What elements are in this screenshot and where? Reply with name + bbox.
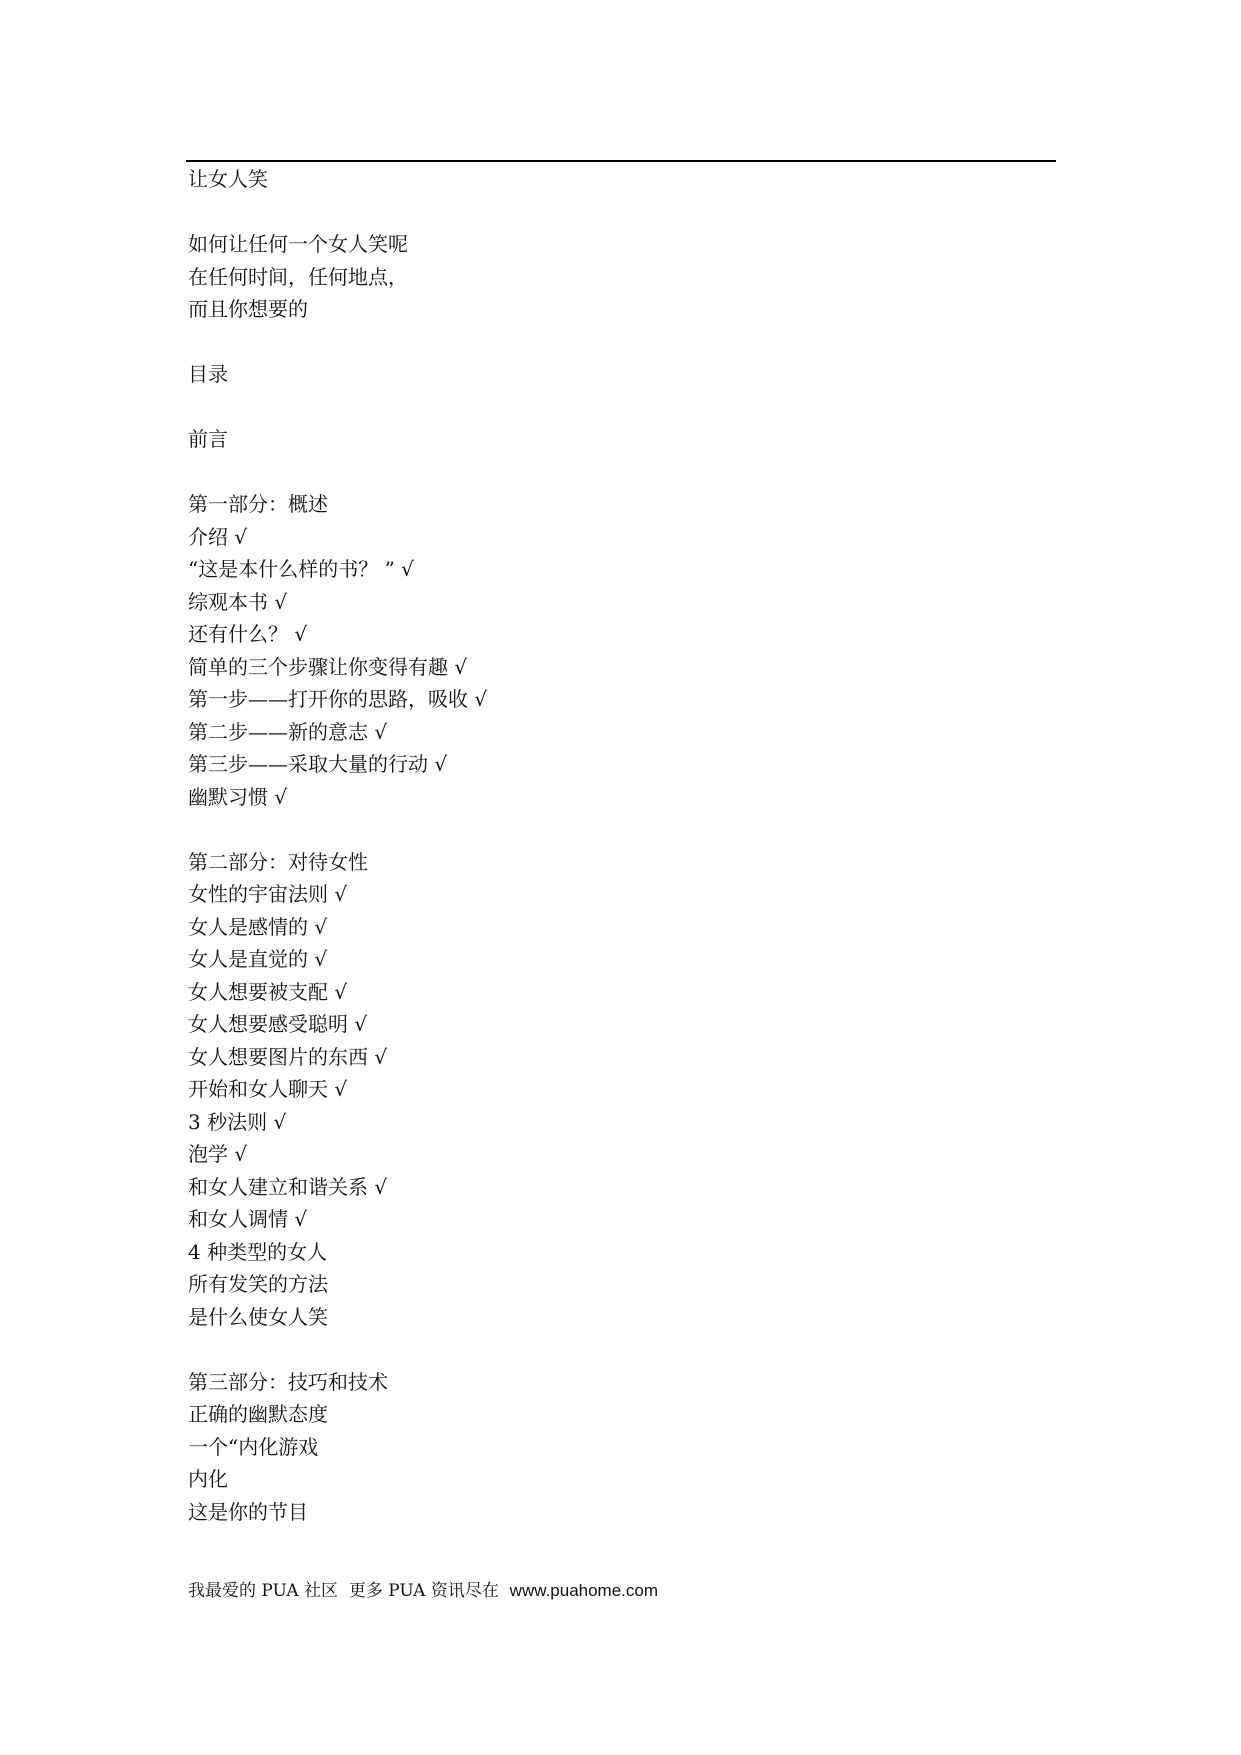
toc-item: 女人是直觉的 √ — [188, 947, 328, 971]
toc-item: 女性的宇宙法则 √ — [188, 882, 348, 906]
toc-item: 4 种类型的女人 — [188, 1239, 328, 1264]
spacer — [188, 391, 1048, 424]
toc-item: 3 秒法则 √ — [188, 1109, 287, 1134]
subtitle-line: 如何让任何一个女人笑呢 — [188, 232, 408, 256]
toc-item: 这是你的节目 — [188, 1499, 308, 1524]
toc-item: 第三步——采取大量的行动 √ — [188, 752, 448, 776]
part1-heading: 第一部分：概述 — [188, 492, 328, 516]
toc-item: 女人是感情的 √ — [188, 914, 328, 939]
toc-item: 女人想要被支配 √ — [188, 979, 348, 1004]
toc-item: 是什么使女人笑 — [188, 1304, 328, 1329]
toc-item: 女人想要图片的东西 √ — [188, 1044, 388, 1069]
toc-item: 第二步——新的意志 √ — [188, 719, 388, 744]
toc-item: 内化 — [188, 1467, 228, 1491]
toc-item: 一个“内化游戏 — [188, 1434, 319, 1459]
spacer — [188, 326, 1048, 359]
part2-heading: 第二部分：对待女性 — [188, 849, 368, 874]
toc-item: 泡学 √ — [188, 1142, 248, 1166]
document-title: 让女人笑 — [188, 167, 268, 191]
toc-item: 还有什么？ √ — [188, 622, 308, 646]
preface-entry: 前言 — [188, 427, 228, 451]
footer-text: 我最爱的 PUA 社区 更多 PUA 资讯尽在 — [188, 1581, 510, 1601]
toc-item: “这是本什么样的书？ ” √ — [188, 557, 414, 581]
toc-item: 第一步——打开你的思路，吸收 √ — [188, 687, 488, 711]
part3-heading: 第三部分：技巧和技术 — [188, 1369, 388, 1394]
toc-item: 幽默习惯 √ — [188, 784, 288, 809]
subtitle-line: 而且你想要的 — [188, 297, 308, 321]
toc-heading: 目录 — [188, 362, 228, 386]
header-rule — [186, 160, 1056, 162]
spacer — [188, 196, 1048, 229]
toc-item: 正确的幽默态度 — [188, 1402, 328, 1426]
toc-item: 所有发笑的方法 — [188, 1272, 328, 1296]
toc-item: 综观本书 √ — [188, 589, 288, 614]
toc-item: 和女人调情 √ — [188, 1207, 308, 1231]
toc-item: 女人想要感受聪明 √ — [188, 1012, 368, 1036]
spacer — [188, 813, 1048, 846]
subtitle-line: 在任何时间，任何地点， — [188, 264, 408, 289]
toc-item: 开始和女人聊天 √ — [188, 1077, 348, 1101]
toc-item: 和女人建立和谐关系 √ — [188, 1174, 388, 1199]
spacer — [188, 456, 1048, 489]
spacer — [188, 1333, 1048, 1366]
document-body — [188, 163, 1048, 1528]
page-footer — [188, 1577, 658, 1605]
footer-link[interactable]: www.puahome.com — [509, 1581, 659, 1600]
toc-item: 简单的三个步骤让你变得有趣 √ — [188, 654, 468, 679]
toc-item: 介绍 √ — [188, 524, 248, 549]
